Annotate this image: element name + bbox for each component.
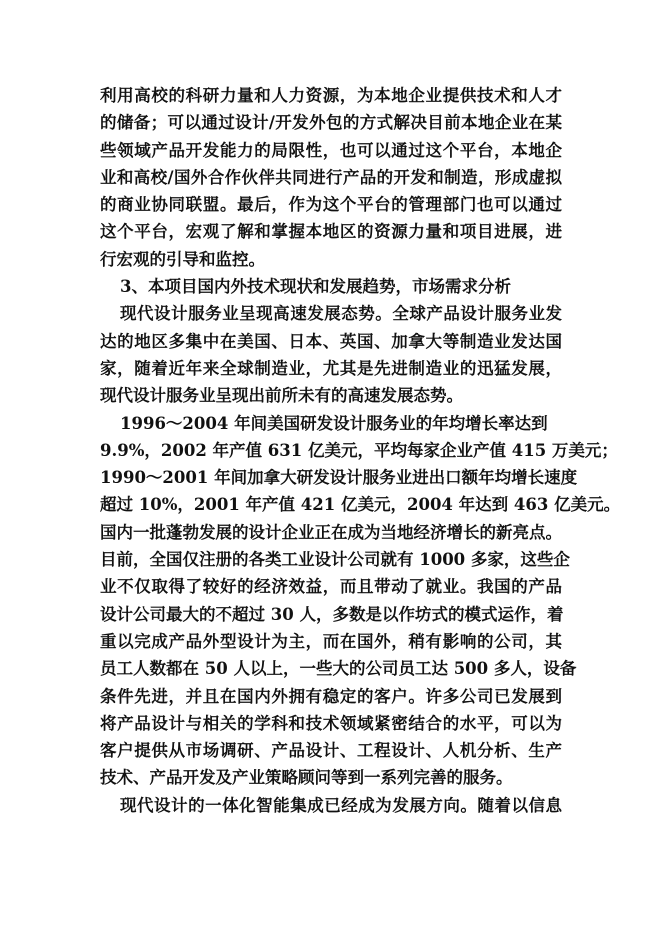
text-line: 员工人数都在 50 人以上，一些大的公司员工达 500 多人，设备 [100, 659, 577, 679]
text-line: 技术、产品开发及产业策略顾问等到一系列完善的服务。 [100, 768, 513, 788]
text-line: 9.9%，2002 年产值 631 亿美元，平均每家企业产值 415 万美元； [100, 440, 618, 460]
text-line: 客户提供从市场调研、产品设计、工程设计、人机分析、生产 [100, 741, 562, 761]
text-line: 行宏观的引导和监控。 [100, 249, 265, 269]
text-line: 的商业协同联盟。最后，作为这个平台的管理部门也可以通过 [100, 195, 562, 215]
text-line: 国内一批蓬勃发展的设计企业正在成为当地经济增长的新亮点。 [100, 522, 562, 542]
text-line: 家，随着近年来全球制造业，尤其是先进制造业的迅猛发展， [100, 358, 562, 378]
text-line: 条件先进，并且在国内外拥有稳定的客户。许多公司已发展到 [100, 686, 562, 706]
paragraph-first-line: 1996～2004 年间美国研发设计服务业的年均增长率达到 [120, 413, 548, 433]
document-body [100, 82, 621, 819]
text-line: 达的地区多集中在美国、日本、英国、加拿大等制造业发达国 [100, 331, 562, 351]
text-line: 目前，全国仅注册的各类工业设计公司就有 1000 多家，这些企 [100, 550, 570, 570]
text-line: 的储备；可以通过设计/开发外包的方式解决目前本地企业在某 [100, 113, 562, 133]
text-line: 利用高校的科研力量和人力资源，为本地企业提供技术和人才 [100, 86, 562, 105]
text-line: 业和高校/国外合作伙伴共同进行产品的开发和制造，形成虚拟 [100, 167, 562, 187]
text-line: 将产品设计与相关的学科和技术领域紧密结合的水平，可以为 [100, 713, 562, 733]
text-line: 超过 10%，2001 年产值 421 亿美元，2004 年达到 463 亿美元。 [100, 495, 621, 515]
text-line: 这个平台，宏观了解和掌握本地区的资源力量和项目进展，进 [100, 222, 562, 242]
text-line: 1990～2001 年间加拿大研发设计服务业进出口额年均增长速度 [100, 468, 578, 488]
text-line: 些领域产品开发能力的局限性，也可以通过这个平台，本地企 [100, 140, 562, 160]
paragraph-first-line: 现代设计的一体化智能集成已经成为发展方向。随着以信息 [120, 795, 562, 815]
text-line: 重以完成产品外型设计为主，而在国外，稍有影响的公司，其 [100, 631, 562, 651]
paragraph-first-line: 现代设计服务业呈现高速发展态势。全球产品设计服务业发 [120, 304, 562, 324]
text-line: 现代设计服务业呈现出前所未有的高速发展态势。 [100, 386, 463, 406]
section-heading: 3、本项目国内外技术现状和发展趋势，市场需求分析 [120, 277, 511, 297]
text-line: 设计公司最大的不超过 30 人，多数是以作坊式的模式运作，着 [100, 604, 564, 624]
text-line: 业不仅取得了较好的经济效益，而且带动了就业。我国的产品 [100, 577, 562, 597]
